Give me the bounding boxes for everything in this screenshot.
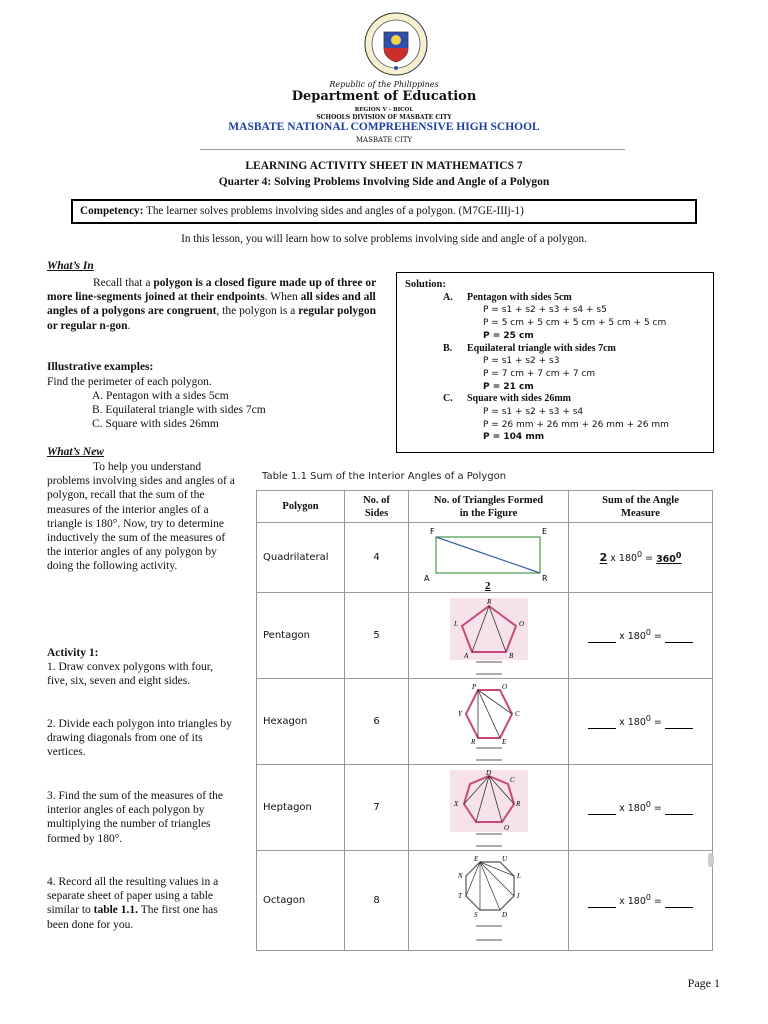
svg-text:O: O (503, 823, 509, 832)
vertex-label: F (429, 526, 435, 536)
whats-new-text: To help you understand problems involving sides and angles of a polygon, recall that the sum of the measures of the interior angles of a triangle is 180°. Now, try to determine inductively the sum of the measures of the interior angles of any polygon by doing the following activity. (47, 461, 235, 573)
solution-line: P = 7 cm + 7 cm + 7 cm (483, 368, 596, 379)
solution-line: P = s1 + s2 + s3 + s4 + s5 (483, 305, 607, 316)
svg-text:I: I (516, 891, 519, 900)
svg-text:R: R (486, 597, 491, 606)
svg-text:L: L (516, 871, 521, 880)
quadrilateral-figure (414, 525, 564, 591)
header-polygon: Polygon (257, 491, 345, 523)
svg-text:E: E (501, 737, 506, 746)
republic-line: Republic of the Philippines (329, 80, 439, 89)
activity-step-3: 3. Find the sum of the measures of the interior angles of each polygon by multiplying the number of triangles formed by 180°. (47, 790, 223, 845)
row-polygon: Octagon (257, 851, 345, 951)
svg-text:Y: Y (457, 709, 462, 718)
activity-step-4: 4. Record all the resulting values in a separate sheet of paper using a table similar to table 1.1. The first one has been done for you. (47, 876, 219, 931)
table-row (257, 851, 713, 951)
solution-line: P = s1 + s2 + s3 (483, 356, 560, 367)
octagon-figure (444, 854, 534, 948)
row-figure (409, 765, 569, 851)
region-line: REGION V - BICOL (354, 107, 414, 113)
row-polygon: Hexagon (257, 679, 345, 765)
deped-seal-icon (364, 12, 428, 76)
activity-step-1: 1. Draw convex polygons with four, five, six, seven and eight sides. (47, 661, 213, 688)
header-triangles: No. of Triangles Formed in the Figure (409, 491, 569, 523)
row-figure (409, 593, 569, 679)
sheet-title: LEARNING ACTIVITY SHEET IN MATHEMATICS 7 (245, 160, 523, 172)
svg-text:U: U (501, 854, 507, 863)
heptagon-figure (444, 768, 534, 848)
table-row (257, 523, 713, 593)
whats-in-text: Recall that a polygon is a closed figure made up of three or more line-segments joined at their endpoints. When all sides and all angles of a polygons are congruent, the polygon is a regular polygon or regular n-gon. (47, 277, 377, 332)
header-sum: Sum of the Angle Measure (569, 491, 713, 523)
svg-text:L: L (453, 619, 458, 628)
row-figure (409, 679, 569, 765)
svg-text:A: A (463, 651, 468, 660)
competency-box (71, 199, 697, 224)
row-figure (409, 851, 569, 951)
row-sides: 8 (345, 851, 409, 951)
svg-text:P: P (471, 682, 476, 691)
svg-text:R: R (515, 799, 520, 808)
table-row (257, 765, 713, 851)
row-sum: x $180^0$ = (569, 851, 713, 951)
row-sides: 6 (345, 679, 409, 765)
angles-table (256, 490, 713, 951)
solution-answer: P = 104 mm (483, 432, 545, 443)
solution-item-c: C. Square with sides 26mm (443, 393, 571, 405)
page-number: Page 1 (687, 976, 720, 990)
row-sum: x $180^0$ = (569, 765, 713, 851)
svg-text:R: R (470, 737, 475, 746)
division-line: SCHOOLS DIVISION OF MASBATE CITY (316, 114, 452, 121)
scroll-marker (708, 853, 714, 867)
svg-text:T: T (457, 891, 462, 900)
hexagon-figure (444, 682, 534, 762)
row-sides: 4 (345, 523, 409, 593)
table-caption: Table 1.1 Sum of the Interior Angles of a Polygon (262, 471, 507, 482)
row-polygon: Quadrilateral (257, 523, 345, 593)
whats-new-heading: What’s New (47, 446, 104, 458)
svg-text:O: O (501, 682, 507, 691)
svg-text:D: D (501, 910, 507, 919)
solution-title: Solution: (405, 279, 446, 290)
solution-answer: P = 25 cm (483, 330, 534, 341)
vertex-label: A (423, 573, 429, 583)
lesson-intro: In this lesson, you will learn how to solve problems involving side and angle of a polygon. (181, 233, 587, 245)
example-a: A. Pentagon with a sides 5cm (92, 390, 229, 402)
row-polygon: Pentagon (257, 593, 345, 679)
solution-line: P = 26 mm + 26 mm + 26 mm + 26 mm (483, 419, 669, 430)
examples-heading: Illustrative examples: (47, 361, 154, 373)
solution-answer: P = 21 cm (483, 381, 534, 392)
triangle-count: 2 (484, 579, 490, 591)
vertex-label: R (541, 573, 548, 583)
row-sum: 2 x $180^0 = 360^0$ (569, 523, 713, 593)
activity-heading: Activity 1: (47, 647, 99, 659)
school-name: MASBATE NATIONAL COMPREHENSIVE HIGH SCHOOL (228, 121, 540, 133)
row-sides: 5 (345, 593, 409, 679)
pentagon-figure (444, 596, 534, 676)
table-header-row (257, 491, 713, 523)
row-polygon: Heptagon (257, 765, 345, 851)
svg-text:S: S (473, 910, 477, 919)
competency-label: Competency: (80, 205, 144, 217)
svg-text:E: E (473, 854, 478, 863)
vertex-label: E (541, 526, 547, 536)
example-c: C. Square with sides 26mm (92, 418, 219, 430)
solution-line: P = s1 + s2 + s3 + s4 (483, 407, 584, 418)
solution-line: P = 5 cm + 5 cm + 5 cm + 5 cm + 5 cm (483, 318, 667, 329)
department-name: Department of Education (291, 89, 477, 104)
svg-text:C: C (514, 709, 520, 718)
svg-text:X: X (453, 799, 458, 808)
solution-box (396, 272, 714, 453)
header-sides: No. of Sides (345, 491, 409, 523)
header-divider (200, 149, 625, 150)
row-sum: x $180^0$ = (569, 679, 713, 765)
examples-intro: Find the perimeter of each polygon. (47, 376, 212, 388)
solution-item-a: A. Pentagon with sides 5cm (443, 291, 572, 303)
svg-text:C: C (509, 775, 515, 784)
row-sides: 7 (345, 765, 409, 851)
activity-step-2: 2. Divide each polygon into triangles by drawing diagonals from one of its vertices. (47, 718, 232, 759)
example-b: B. Equilateral triangle with sides 7cm (92, 404, 266, 416)
whats-in-heading: What’s In (47, 260, 94, 272)
svg-text:N: N (457, 871, 463, 880)
row-figure (409, 523, 569, 593)
svg-text:D: D (485, 768, 491, 777)
svg-text:O: O (518, 619, 524, 628)
table-row (257, 593, 713, 679)
city-line: MASBATE CITY (355, 136, 413, 144)
table-row (257, 679, 713, 765)
sheet-subtitle: Quarter 4: Solving Problems Involving Side and Angle of a Polygon (218, 176, 550, 188)
competency-text: The learner solves problems involving sides and angles of a polygon. (M7GE-IIIj-1) (146, 205, 524, 217)
svg-text:B: B (508, 651, 513, 660)
row-sum: x $180^0$ = (569, 593, 713, 679)
solution-item-b: B. Equilateral triangle with sides 7cm (443, 342, 616, 354)
